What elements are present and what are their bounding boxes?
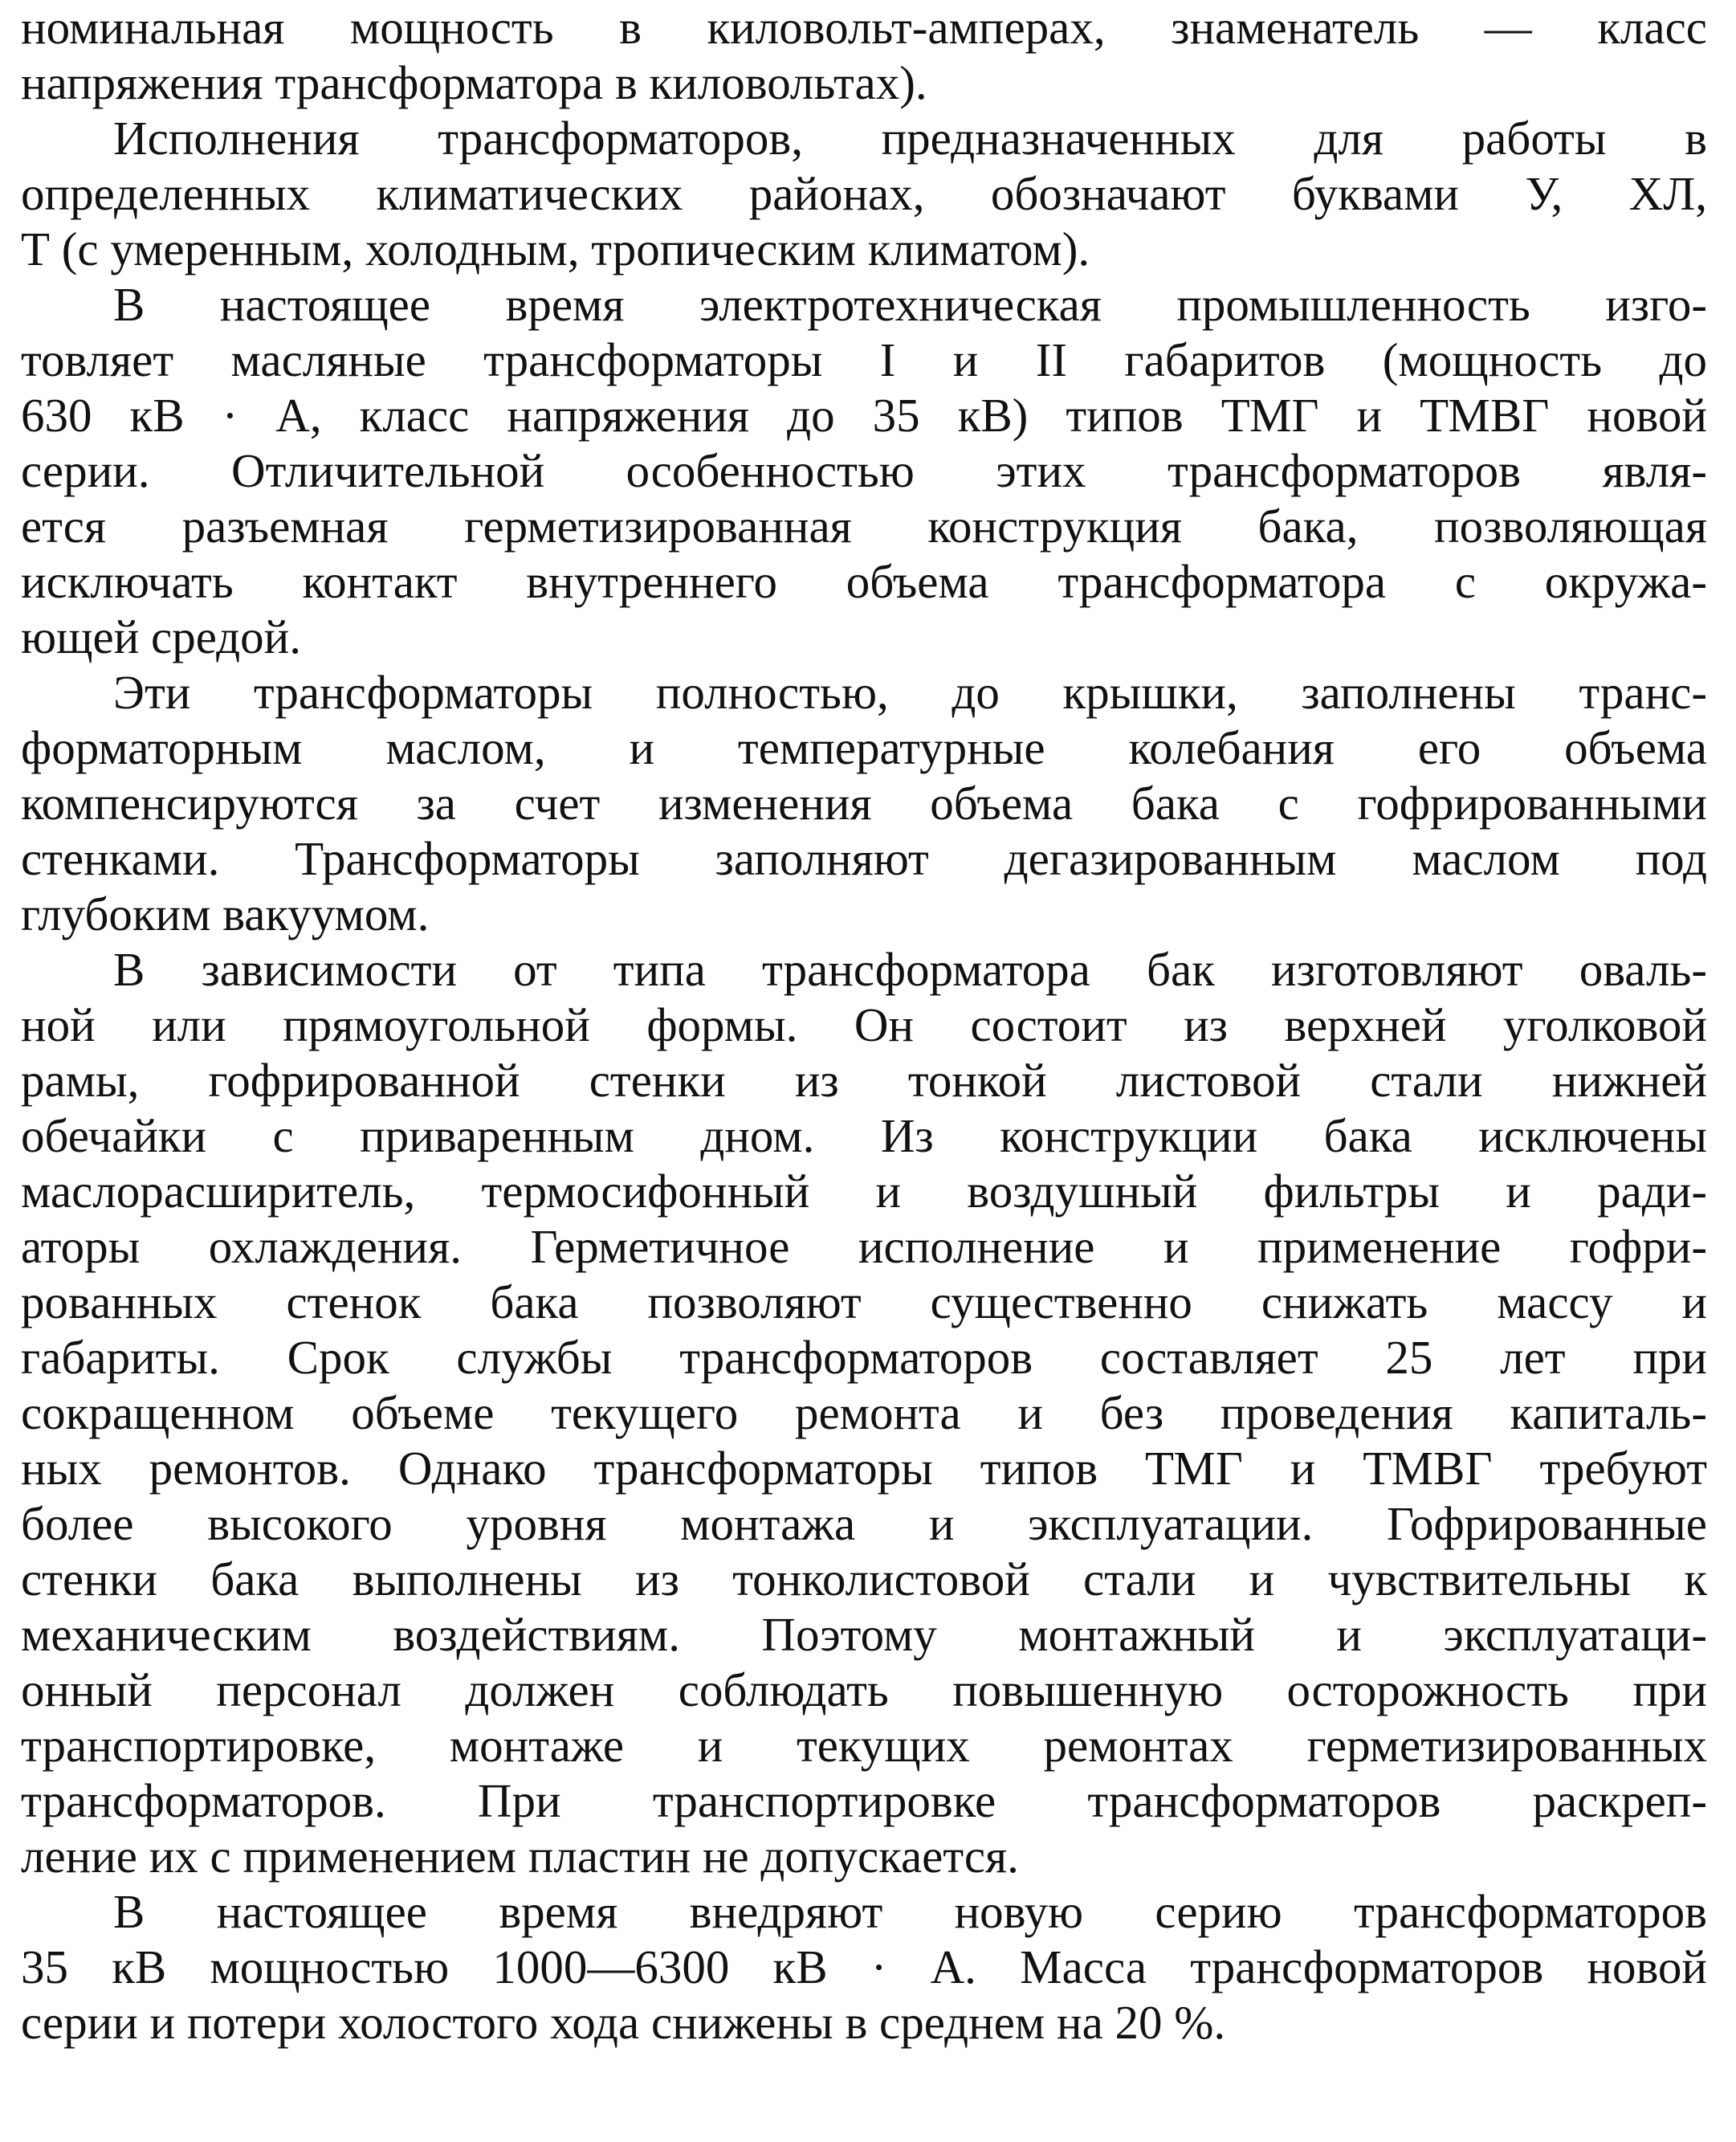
paragraph	[21, 111, 1707, 277]
text-line: напряжения трансформатора в киловольтах).	[21, 56, 927, 109]
text-line: компенсируются за счет изменения объема бака с гофрированными	[21, 777, 1707, 830]
text-line: Т (с умеренным, холодным, тропическим климатом).	[21, 222, 1090, 275]
text-line: 630 кВ · А, класс напряжения до 35 кВ) типов ТМГ и ТМВГ новой	[21, 389, 1707, 442]
paragraph	[21, 942, 1707, 1884]
text-line: форматорным маслом, и температурные колебания его объема	[21, 721, 1707, 774]
text-line: маслорасширитель, термосифонный и воздушный фильтры и ради-	[21, 1165, 1707, 1218]
text-line: сокращенном объеме текущего ремонта и без проведения капиталь-	[21, 1386, 1707, 1439]
text-line: онный персонал должен соблюдать повышенную осторожность при	[21, 1663, 1707, 1716]
text-line: более высокого уровня монтажа и эксплуатации. Гофрированные	[21, 1497, 1707, 1550]
text-line: глубоким вакуумом.	[21, 887, 430, 940]
text-line: исключать контакт внутреннего объема трансформатора с окружа-	[21, 555, 1707, 608]
text-line: 35 кВ мощностью 1000—6300 кВ · А. Масса трансформаторов новой	[21, 1940, 1707, 1993]
text-line: транспортировке, монтаже и текущих ремонтах герметизированных	[21, 1719, 1707, 1772]
text-line: В настоящее время электротехническая промышленность изго-	[113, 278, 1707, 331]
text-line: определенных климатических районах, обозначают буквами У, ХЛ,	[21, 167, 1707, 220]
text-line: стенками. Трансформаторы заполняют дегазированным маслом под	[21, 832, 1707, 885]
text-line: трансформаторов. При транспортировке трансформаторов раскреп-	[21, 1774, 1707, 1827]
text-line: В настоящее время внедряют новую серию трансформаторов	[113, 1885, 1707, 1938]
text-line: номинальная мощность в киловольт-амперах, знаменатель — класс	[21, 1, 1707, 54]
text-line: ющей средой.	[21, 610, 301, 663]
paragraph	[21, 0, 1707, 111]
document-page	[21, 0, 1707, 2050]
paragraph	[21, 1884, 1707, 2050]
text-line: аторы охлаждения. Герметичное исполнение и применение гофри-	[21, 1220, 1707, 1273]
text-line: рованных стенок бака позволяют существенно снижать массу и	[21, 1275, 1707, 1328]
text-line: ется разъемная герметизированная конструкция бака, позволяющая	[21, 500, 1707, 553]
text-line: Исполнения трансформаторов, предназначенных для работы в	[113, 112, 1707, 165]
text-line: рамы, гофрированной стенки из тонкой листовой стали нижней	[21, 1054, 1707, 1107]
text-line: В зависимости от типа трансформатора бак изготовляют оваль-	[113, 943, 1707, 996]
text-line: ной или прямоугольной формы. Он состоит из верхней уголковой	[21, 998, 1707, 1051]
text-line: габариты. Срок службы трансформаторов составляет 25 лет при	[21, 1331, 1707, 1384]
paragraph	[21, 665, 1707, 942]
text-line: серии. Отличительной особенностью этих трансформаторов явля-	[21, 444, 1707, 497]
paragraph	[21, 277, 1707, 665]
text-line: обечайки с приваренным дном. Из конструкции бака исключены	[21, 1109, 1707, 1162]
text-line: механическим воздействиям. Поэтому монтажный и эксплуатаци-	[21, 1608, 1707, 1661]
text-line: товляет масляные трансформаторы I и II габаритов (мощность до	[21, 333, 1707, 386]
text-line: ных ремонтов. Однако трансформаторы типов ТМГ и ТМВГ требуют	[21, 1442, 1707, 1495]
text-line: ление их с применением пластин не допускается.	[21, 1830, 1019, 1883]
text-line: серии и потери холостого хода снижены в среднем на 20 %.	[21, 1996, 1226, 2049]
text-line: Эти трансформаторы полностью, до крышки, заполнены транс-	[113, 666, 1707, 719]
text-line: стенки бака выполнены из тонколистовой стали и чувствительны к	[21, 1552, 1707, 1605]
